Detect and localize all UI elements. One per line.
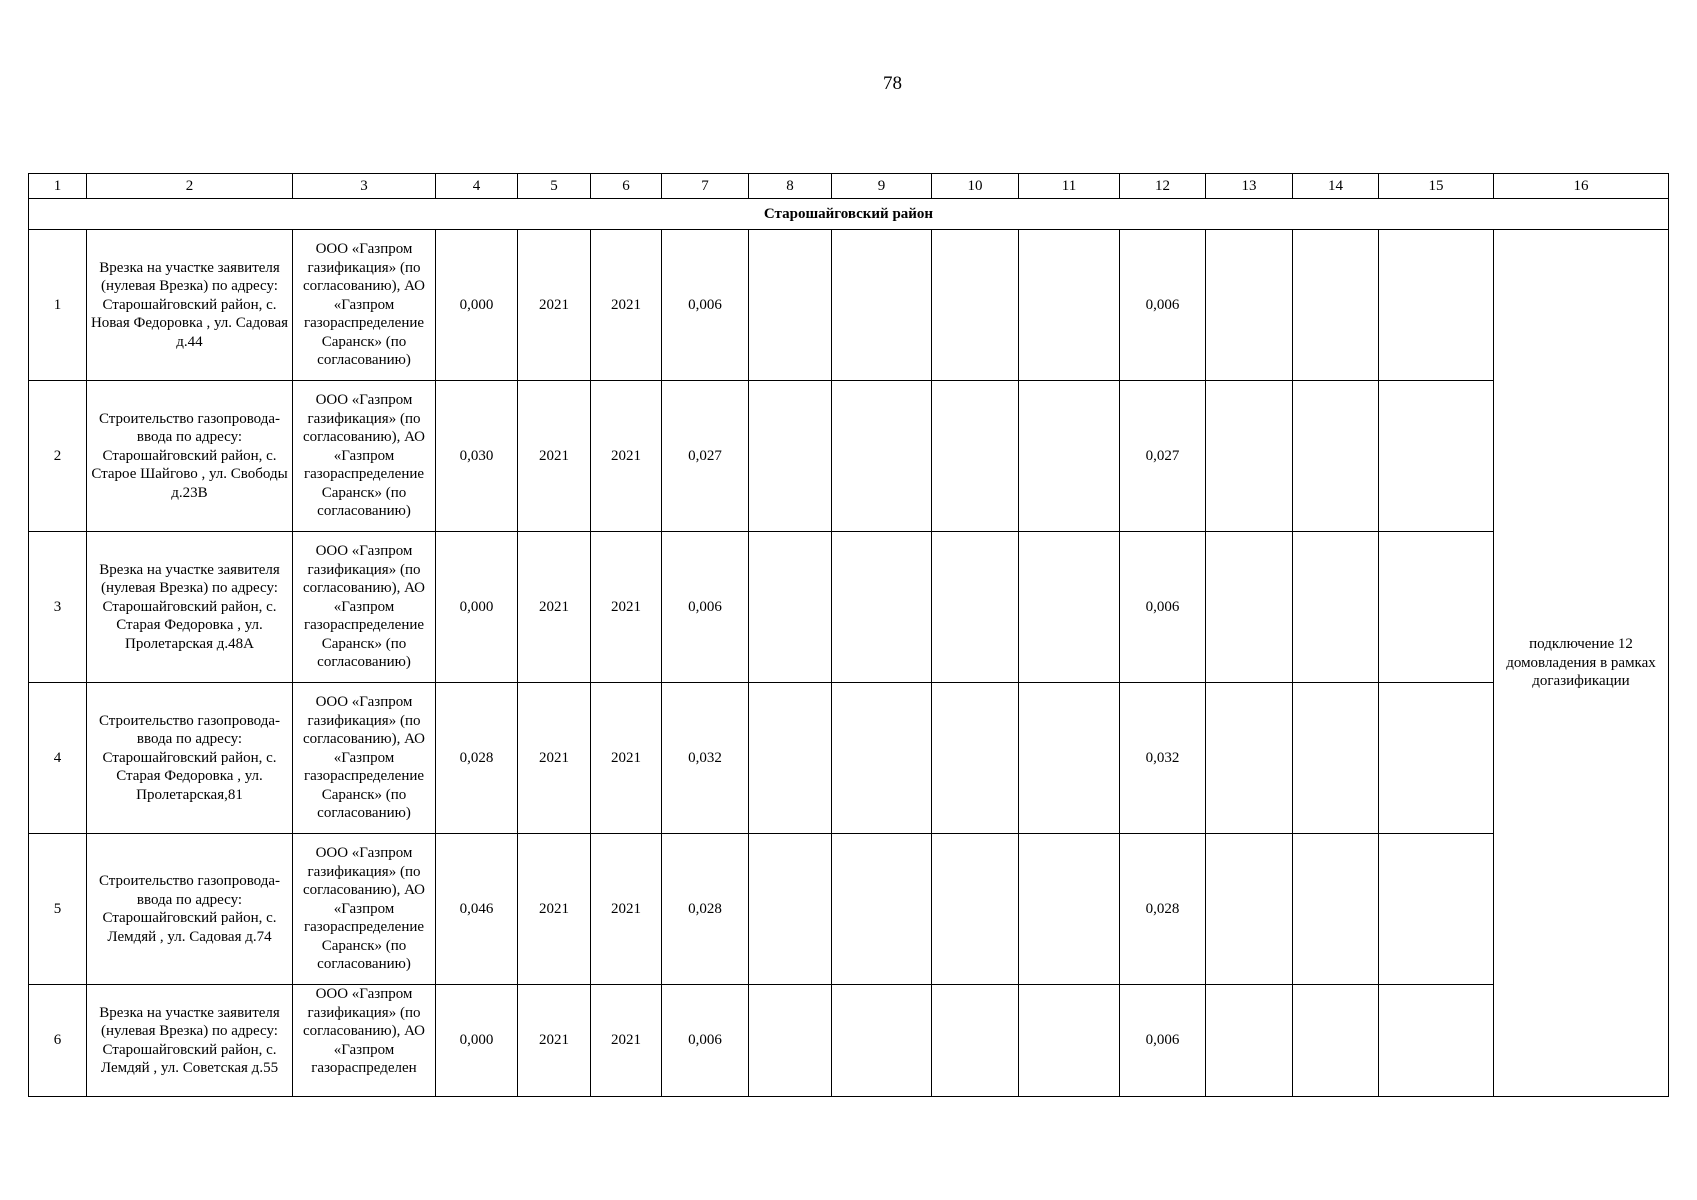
cell-col-12: 0,006 — [1120, 532, 1206, 683]
cell-col-9 — [832, 532, 932, 683]
cell-col-12: 0,006 — [1120, 230, 1206, 381]
cell-col-7: 0,006 — [662, 532, 749, 683]
cell-col-9 — [832, 230, 932, 381]
cell-col-11 — [1019, 985, 1120, 1097]
cell-col-4: 0,046 — [436, 834, 518, 985]
row-number: 6 — [29, 985, 87, 1097]
cell-col-5: 2021 — [518, 381, 591, 532]
column-number: 13 — [1206, 174, 1293, 199]
cell-col-12: 0,028 — [1120, 834, 1206, 985]
cell-col-13 — [1206, 683, 1293, 834]
cell-col-6: 2021 — [591, 532, 662, 683]
column-number: 11 — [1019, 174, 1120, 199]
cell-col-5: 2021 — [518, 230, 591, 381]
column-number: 1 — [29, 174, 87, 199]
investment-table — [28, 173, 1669, 1097]
column-number: 9 — [832, 174, 932, 199]
column-number: 2 — [87, 174, 293, 199]
cell-col-15 — [1379, 230, 1494, 381]
cell-col-9 — [832, 985, 932, 1097]
page-number: 78 — [883, 73, 902, 94]
cell-col-4: 0,000 — [436, 230, 518, 381]
cell-col-8 — [749, 381, 832, 532]
column-number: 12 — [1120, 174, 1206, 199]
cell-col-8 — [749, 532, 832, 683]
row-number: 2 — [29, 381, 87, 532]
responsible-organization: ООО «Газпром газификация» (по согласованию), АО «Газпром газораспределение Саранск» (по согласованию) — [293, 230, 436, 381]
row-number: 4 — [29, 683, 87, 834]
responsible-organization: ООО «Газпром газификация» (по согласованию), АО «Газпром газораспределен — [293, 985, 436, 1097]
object-description: Строительство газопровода-ввода по адресу: Старошайговский район, с. Лемдяй , ул. Садовая д.74 — [87, 834, 293, 985]
column-number: 15 — [1379, 174, 1494, 199]
cell-col-6: 2021 — [591, 381, 662, 532]
cell-col-10 — [932, 683, 1019, 834]
cell-col-6: 2021 — [591, 834, 662, 985]
cell-col-10 — [932, 834, 1019, 985]
column-number: 4 — [436, 174, 518, 199]
cell-col-5: 2021 — [518, 532, 591, 683]
object-description: Строительство газопровода-ввода по адресу: Старошайговский район, с. Старая Федоровка , ул. Пролетарская,81 — [87, 683, 293, 834]
responsible-organization: ООО «Газпром газификация» (по согласованию), АО «Газпром газораспределение Саранск» (по согласованию) — [293, 834, 436, 985]
cell-col-5: 2021 — [518, 683, 591, 834]
cell-col-12: 0,027 — [1120, 381, 1206, 532]
table-row — [29, 381, 1669, 532]
cell-col-14 — [1293, 683, 1379, 834]
column-number: 14 — [1293, 174, 1379, 199]
cell-col-10 — [932, 532, 1019, 683]
object-description: Врезка на участке заявителя (нулевая Врезка) по адресу: Старошайговский район, с. Новая Федоровка , ул. Садовая д.44 — [87, 230, 293, 381]
table-row — [29, 985, 1669, 1097]
table-row — [29, 230, 1669, 381]
table-row — [29, 532, 1669, 683]
column-number: 5 — [518, 174, 591, 199]
cell-col-11 — [1019, 381, 1120, 532]
cell-col-7: 0,006 — [662, 985, 749, 1097]
cell-col-8 — [749, 985, 832, 1097]
cell-col-7: 0,028 — [662, 834, 749, 985]
cell-col-11 — [1019, 683, 1120, 834]
cell-col-4: 0,028 — [436, 683, 518, 834]
column-number: 3 — [293, 174, 436, 199]
cell-col-10 — [932, 985, 1019, 1097]
cell-col-4: 0,030 — [436, 381, 518, 532]
cell-col-11 — [1019, 834, 1120, 985]
cell-col-14 — [1293, 985, 1379, 1097]
row-number: 5 — [29, 834, 87, 985]
column-number: 6 — [591, 174, 662, 199]
section-title: Старошайговский район — [29, 199, 1669, 230]
cell-col-15 — [1379, 834, 1494, 985]
column-number: 16 — [1494, 174, 1669, 199]
cell-col-4: 0,000 — [436, 985, 518, 1097]
cell-col-7: 0,032 — [662, 683, 749, 834]
cell-col-10 — [932, 381, 1019, 532]
responsible-organization: ООО «Газпром газификация» (по согласованию), АО «Газпром газораспределение Саранск» (по согласованию) — [293, 532, 436, 683]
cell-col-5: 2021 — [518, 834, 591, 985]
column-number-row — [29, 174, 1669, 199]
cell-col-13 — [1206, 381, 1293, 532]
cell-col-11 — [1019, 532, 1120, 683]
cell-col-5: 2021 — [518, 985, 591, 1097]
cell-col-9 — [832, 683, 932, 834]
row-number: 3 — [29, 532, 87, 683]
cell-col-14 — [1293, 532, 1379, 683]
cell-col-11 — [1019, 230, 1120, 381]
cell-col-6: 2021 — [591, 683, 662, 834]
object-description: Строительство газопровода-ввода по адресу: Старошайговский район, с. Старое Шайгово , ул. Свободы д.23В — [87, 381, 293, 532]
column-number: 8 — [749, 174, 832, 199]
cell-col-15 — [1379, 985, 1494, 1097]
object-description: Врезка на участке заявителя (нулевая Врезка) по адресу: Старошайговский район, с. Старая Федоровка , ул. Пролетарская д.48А — [87, 532, 293, 683]
cell-col-8 — [749, 683, 832, 834]
responsible-organization: ООО «Газпром газификация» (по согласованию), АО «Газпром газораспределение Саранск» (по согласованию) — [293, 683, 436, 834]
cell-col-12: 0,006 — [1120, 985, 1206, 1097]
object-description: Врезка на участке заявителя (нулевая Врезка) по адресу: Старошайговский район, с. Лемдяй , ул. Советская д.55 — [87, 985, 293, 1097]
cell-col-8 — [749, 834, 832, 985]
cell-col-9 — [832, 834, 932, 985]
cell-col-7: 0,006 — [662, 230, 749, 381]
cell-col-13 — [1206, 532, 1293, 683]
cell-col-14 — [1293, 381, 1379, 532]
cell-col-14 — [1293, 834, 1379, 985]
cell-col-13 — [1206, 834, 1293, 985]
cell-col-15 — [1379, 532, 1494, 683]
cell-col-4: 0,000 — [436, 532, 518, 683]
cell-col-8 — [749, 230, 832, 381]
cell-col-9 — [832, 381, 932, 532]
column-number: 10 — [932, 174, 1019, 199]
cell-col-12: 0,032 — [1120, 683, 1206, 834]
note-cell: подключение 12 домовладения в рамках догазификации — [1494, 230, 1669, 1097]
responsible-organization: ООО «Газпром газификация» (по согласованию), АО «Газпром газораспределение Саранск» (по согласованию) — [293, 381, 436, 532]
table-row — [29, 683, 1669, 834]
cell-col-15 — [1379, 683, 1494, 834]
cell-col-13 — [1206, 230, 1293, 381]
cell-col-10 — [932, 230, 1019, 381]
cell-col-7: 0,027 — [662, 381, 749, 532]
column-number: 7 — [662, 174, 749, 199]
cell-col-6: 2021 — [591, 230, 662, 381]
row-number: 1 — [29, 230, 87, 381]
cell-col-13 — [1206, 985, 1293, 1097]
cell-col-14 — [1293, 230, 1379, 381]
cell-col-6: 2021 — [591, 985, 662, 1097]
section-row — [29, 199, 1669, 230]
table-row — [29, 834, 1669, 985]
cell-col-15 — [1379, 381, 1494, 532]
